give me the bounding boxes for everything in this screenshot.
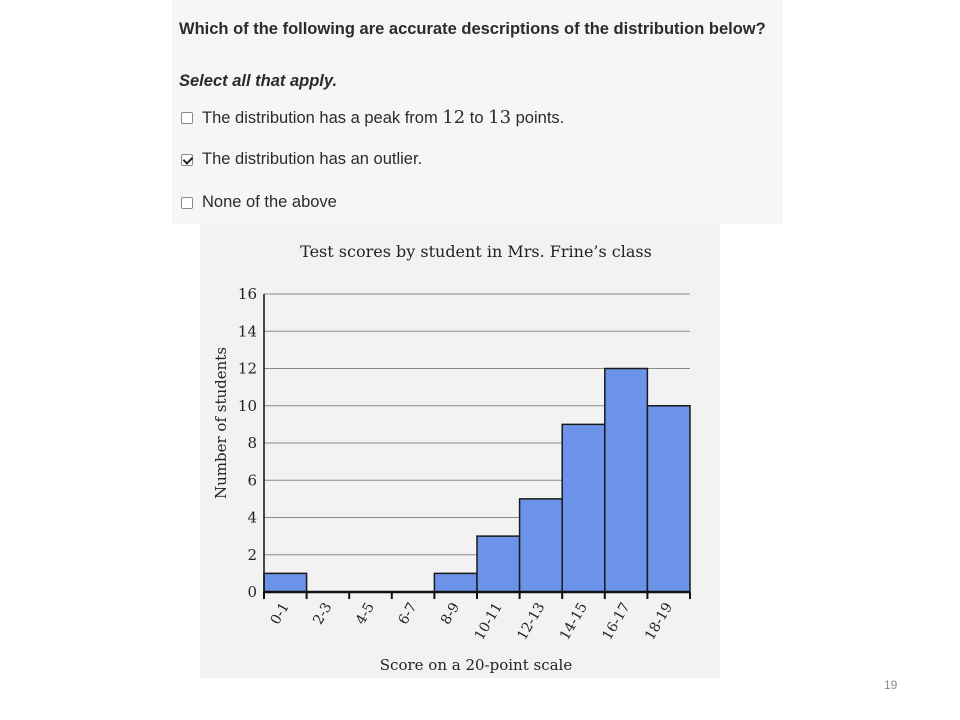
x-tick-label: 6-7 xyxy=(395,600,421,628)
x-tick-label: 0-1 xyxy=(267,600,293,628)
histogram-bar xyxy=(605,369,648,593)
chart-title: Test scores by student in Mrs. Frine’s class xyxy=(300,242,652,261)
question-prompt: Which of the following are accurate descriptions of the distribution below? xyxy=(179,20,766,38)
y-tick-label: 0 xyxy=(247,583,257,601)
x-axis-label: Score on a 20-point scale xyxy=(379,656,573,674)
y-tick-label: 16 xyxy=(237,285,257,303)
histogram-bar xyxy=(647,406,690,592)
y-tick-label: 6 xyxy=(247,471,257,490)
slide-number: 19 xyxy=(884,678,898,692)
option-peak[interactable] xyxy=(181,107,564,128)
x-tick-label: 10-11 xyxy=(471,600,506,643)
x-tick-label: 14-15 xyxy=(556,600,591,643)
chart-panel xyxy=(200,224,720,678)
y-tick-label: 4 xyxy=(247,508,257,527)
histogram-bar xyxy=(434,573,477,592)
histogram-bar xyxy=(477,536,520,592)
y-tick-label: 8 xyxy=(247,434,257,452)
histogram-bar xyxy=(520,499,563,592)
histogram-chart xyxy=(200,224,720,678)
option-none-checkbox[interactable] xyxy=(181,197,193,209)
x-tick-label: 4-5 xyxy=(352,600,378,628)
y-tick-label: 10 xyxy=(237,396,257,415)
x-tick-label: 16-17 xyxy=(599,600,634,643)
option-outlier-checkbox[interactable] xyxy=(181,154,193,166)
option-none[interactable] xyxy=(181,193,337,212)
y-tick-label: 14 xyxy=(237,322,257,341)
question-panel xyxy=(172,0,783,224)
option-peak-label: The distribution has a peak from 12 to 13 points. xyxy=(202,107,565,128)
y-tick-label: 12 xyxy=(237,359,257,378)
histogram-bar xyxy=(562,424,605,592)
x-tick-label: 8-9 xyxy=(438,600,464,628)
option-peak-checkbox[interactable] xyxy=(181,112,193,124)
x-tick-label: 2-3 xyxy=(310,600,336,628)
y-tick-label: 2 xyxy=(247,545,257,564)
option-outlier-label: The distribution has an outlier. xyxy=(202,150,423,168)
y-axis-label: Number of students xyxy=(212,346,230,500)
option-none-label: None of the above xyxy=(202,193,337,211)
histogram-bar xyxy=(264,573,307,592)
option-outlier[interactable] xyxy=(181,150,422,169)
x-tick-label: 18-19 xyxy=(642,600,677,643)
question-instruction: Select all that apply. xyxy=(179,72,338,90)
x-tick-label: 12-13 xyxy=(514,600,549,643)
